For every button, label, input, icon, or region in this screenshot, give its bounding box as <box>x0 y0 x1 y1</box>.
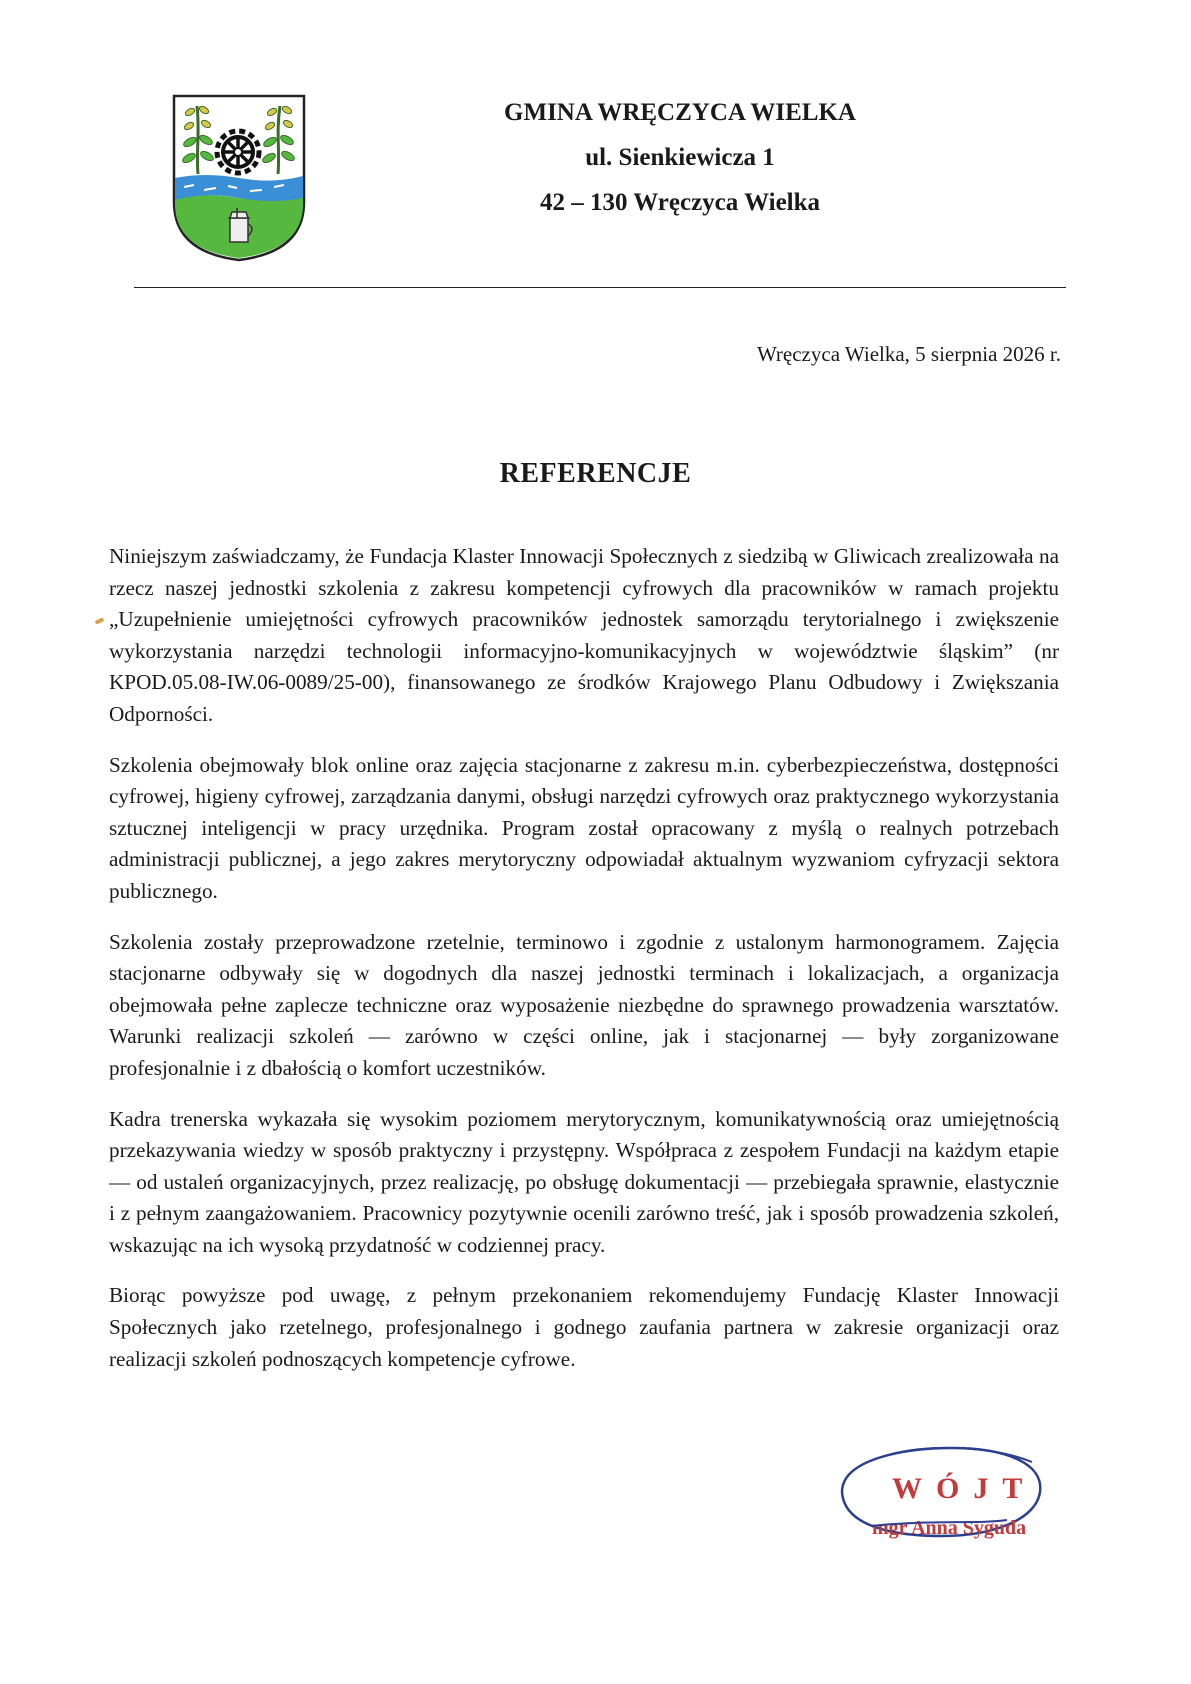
signature-stamp <box>832 1440 1054 1548</box>
letterhead <box>420 90 940 225</box>
document-title: REFERENCJE <box>499 458 692 489</box>
stamp-name: mgr Anna Sygudа <box>872 1517 1027 1539</box>
margin-mark <box>95 617 105 624</box>
paragraph-1: Niniejszym zaświadczamy, że Fundacja Klaster Innowacji Społecznych z siedzibą w Gliwicach zrealizowała na rzecz naszej jednostki szkolenia z zakresu kompetencji cyfrowych dla pracowników w ramach projektu „Uzupełnienie umiejętności cyfrowych pracowników jednostek samorządu terytorialnego i zwiększenie wykorzystania narzędzi technologii informacyjno-komunikacyjnych w województwie śląskim” (nr KPOD.05.08-IW.06-0089/25-00), finansowanego ze środków Krajowego Planu Odbudowy i Zwiększania Odporności. <box>109 544 1059 726</box>
paragraph-5: Biorąc powyższe pod uwagę, z pełnym przekonaniem rekomendujemy Fundację Klaster Innowacji Społecznych jako rzetelnego, profesjonalnego i godnego zaufania partnera w zakresie organizacji oraz realizacji szkoleń podnoszących kompetencje cyfrowe. <box>109 1283 1059 1371</box>
paragraph-2: Szkolenia obejmowały blok online oraz zajęcia stacjonarne z zakresu m.in. cyberbezpieczeństwa, dostępności cyfrowej, higieny cyfrowej, zarządzania danymi, obsługi narzędzi cyfrowych oraz praktycznego wykorzystania sztucznej inteligencji w pracy urzędnika. Program został opracowany z myślą o realnych potrzebach administracji publicznej, a jego zakres merytoryczny odpowiadał aktualnym wyzwaniom cyfryzacji sektora publicznego. <box>109 752 1059 903</box>
stamp-title: WÓJT <box>892 1472 1037 1505</box>
municipality-name: GMINA WRĘCZYCA WIELKA <box>504 99 856 126</box>
date-line: Wręczyca Wielka, 5 sierpnia 2026 r. <box>756 342 1061 366</box>
header-divider <box>134 287 1066 288</box>
postal-city: 42 – 130 Wręczyca Wielka <box>539 189 821 216</box>
coat-of-arms-logo <box>170 92 308 264</box>
paragraph-4: Kadra trenerska wykazała się wysokim poziomem merytorycznym, komunikatywnością oraz umiejętnością przekazywania wiedzy w sposób praktyczny i przystępny. Współpraca z zespołem Fundacji na każdym etapie — od ustaleń organizacyjnych, przez realizację, po obsługę dokumentacji — przebiegała sprawnie, elastycznie i z pełnym zaangażowaniem. Pracownicy pozytywnie ocenili zarówno treść, jak i sposób prowadzenia szkoleń, wskazując na ich wysoką przydatność w codziennej pracy. <box>109 1106 1059 1257</box>
street-address: ul. Sienkiewicza 1 <box>585 144 775 171</box>
paragraph-3: Szkolenia zostały przeprowadzone rzetelnie, terminowo i zgodnie z ustalonym harmonogramem. Zajęcia stacjonarne odbywały się w dogodnych dla naszej jednostki terminach i lokalizacjach, a organizacja obejmowała pełne zaplecze techniczne oraz wyposażenie niezbędne do sprawnego prowadzenia warsztatów. Warunki realizacji szkoleń — zarówno w części online, jak i stacjonarnej — były zorganizowane profesjonalnie i z dbałością o komfort uczestników. <box>109 929 1059 1080</box>
letter-body <box>109 541 1059 1394</box>
